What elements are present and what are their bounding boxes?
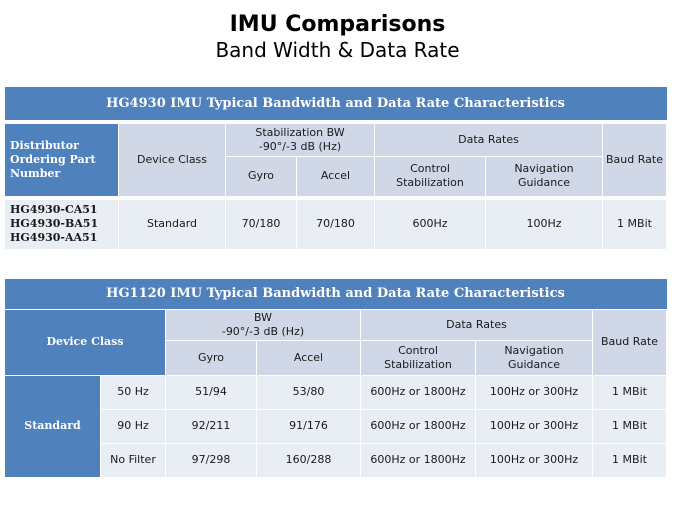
- navigation-guidance-header: Navigation Guidance: [486, 156, 603, 196]
- bw-line2: -90°/-3 dB (Hz): [221, 324, 305, 338]
- data-rates-header: Data Rates: [375, 123, 603, 156]
- baud-rate-header: Baud Rate: [603, 123, 667, 196]
- part-number: HG4930-BA51: [10, 217, 99, 230]
- filter-cell: No Filter: [101, 443, 166, 477]
- part-number: HG4930-AA51: [10, 231, 98, 244]
- distributor-part-number-header: Distributor Ordering Part Number: [5, 123, 119, 196]
- table-row: [5, 375, 667, 409]
- page-subtitle: Band Width & Data Rate: [215, 38, 460, 62]
- filter-cell: 90 Hz: [101, 409, 166, 443]
- hg4930-table: [4, 87, 667, 250]
- data-rates-header: Data Rates: [361, 309, 593, 340]
- baud-cell: 1 MBit: [593, 443, 667, 477]
- stabilization-bw-line1: Stabilization BW: [255, 125, 345, 139]
- navigation-cell: 100Hz or 300Hz: [476, 409, 593, 443]
- gyro-cell: 51/94: [166, 375, 257, 409]
- bw-line1: BW: [253, 310, 273, 324]
- hg1120-table: [4, 279, 667, 478]
- control-cell: 600Hz or 1800Hz: [361, 443, 476, 477]
- baud-rate-header: Baud Rate: [593, 309, 667, 375]
- control-cell: 600Hz or 1800Hz: [361, 409, 476, 443]
- navigation-cell: 100Hz: [486, 199, 603, 249]
- part-number: HG4930-CA51: [10, 203, 98, 216]
- accel-cell: 70/180: [297, 199, 375, 249]
- baud-cell: 1 MBit: [603, 199, 667, 249]
- hg1120-banner: HG1120 IMU Typical Bandwidth and Data Rate Characteristics: [5, 279, 667, 309]
- accel-header: Accel: [297, 156, 375, 196]
- accel-header: Accel: [257, 340, 361, 375]
- navigation-guidance-header: Navigation Guidance: [476, 340, 593, 375]
- table-row: [5, 409, 667, 443]
- page-title: IMU Comparisons: [229, 12, 446, 37]
- control-cell: 600Hz or 1800Hz: [361, 375, 476, 409]
- accel-cell: 91/176: [257, 409, 361, 443]
- navigation-cell: 100Hz or 300Hz: [476, 443, 593, 477]
- part-numbers-cell: [5, 199, 119, 249]
- gyro-header: Gyro: [166, 340, 257, 375]
- gyro-cell: 97/298: [166, 443, 257, 477]
- table-row: [5, 199, 667, 249]
- stabilization-bw-header: [226, 123, 375, 156]
- gyro-cell: 92/211: [166, 409, 257, 443]
- baud-cell: 1 MBit: [593, 409, 667, 443]
- device-class-header: Device Class: [119, 123, 226, 196]
- filter-cell: 50 Hz: [101, 375, 166, 409]
- stabilization-bw-line2: -90°/-3 dB (Hz): [258, 139, 342, 153]
- gyro-cell: 70/180: [226, 199, 297, 249]
- control-stabilization-header: Control Stabilization: [361, 340, 476, 375]
- navigation-cell: 100Hz or 300Hz: [476, 375, 593, 409]
- hg4930-banner: HG4930 IMU Typical Bandwidth and Data Rate Characteristics: [5, 87, 667, 120]
- device-class-header: Device Class: [5, 309, 166, 375]
- control-stabilization-header: Control Stabilization: [375, 156, 486, 196]
- standard-label: Standard: [5, 375, 101, 477]
- gyro-header: Gyro: [226, 156, 297, 196]
- bw-header: [166, 309, 361, 340]
- accel-cell: 53/80: [257, 375, 361, 409]
- device-class-cell: Standard: [119, 199, 226, 249]
- control-cell: 600Hz: [375, 199, 486, 249]
- accel-cell: 160/288: [257, 443, 361, 477]
- baud-cell: 1 MBit: [593, 375, 667, 409]
- table-row: [5, 443, 667, 477]
